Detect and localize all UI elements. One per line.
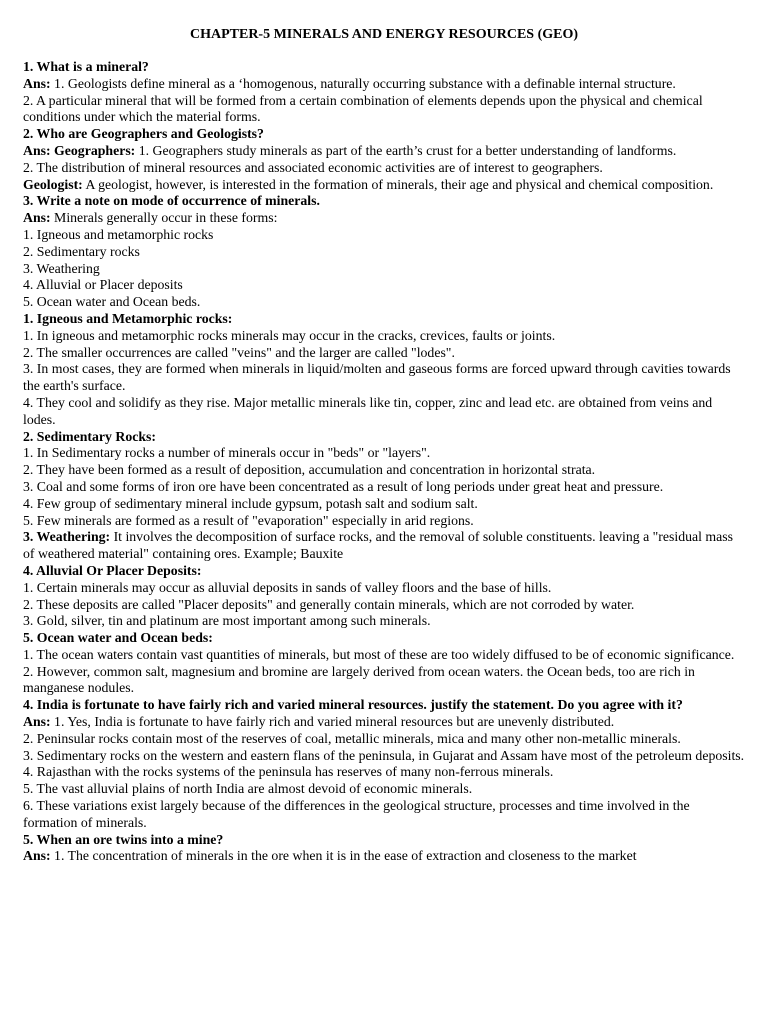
text-line <box>23 529 747 563</box>
text-line <box>23 697 747 714</box>
bold-lead: 3. Weathering: <box>23 529 111 545</box>
text-line <box>23 277 747 294</box>
body-text: 3. Weathering <box>23 260 100 276</box>
text-line <box>23 748 747 765</box>
bold-lead: 5. When an ore twins into a mine? <box>23 831 224 847</box>
body-text: A geologist, however, is interested in the formation of minerals, their age and physical and chemical composition. <box>82 176 714 192</box>
bold-lead: 4. Alluvial Or Placer Deposits: <box>23 562 202 578</box>
body-text: 4. Rajasthan with the rocks systems of the peninsula has reserves of many non-ferrous minerals. <box>23 764 554 780</box>
bold-lead: Ans: <box>23 848 51 864</box>
bold-lead: 2. Sedimentary Rocks: <box>23 428 156 444</box>
text-line <box>23 731 747 748</box>
body-text: 1. In Sedimentary rocks a number of minerals occur in "beds" or "layers". <box>23 445 431 461</box>
body-text: 4. Alluvial or Placer deposits <box>23 277 183 293</box>
body-text: 2. Sedimentary rocks <box>23 243 140 259</box>
body-text: 1. The ocean waters contain vast quantities of minerals, but most of these are too widely diffused to be of economic significance. <box>23 646 735 662</box>
text-line <box>23 294 747 311</box>
text-line <box>23 798 747 832</box>
text-line <box>23 597 747 614</box>
text-line <box>23 580 747 597</box>
bold-lead: 4. India is fortunate to have fairly rich and varied mineral resources. justify the statement. Do you agree with it? <box>23 697 683 713</box>
text-line <box>23 647 747 664</box>
text-line <box>23 93 747 127</box>
body-text: 2. These deposits are called "Placer deposits" and generally contain minerals, which are not corroded by water. <box>23 596 635 612</box>
body-text: 2. They have been formed as a result of deposition, accumulation and concentration in horizontal strata. <box>23 462 596 478</box>
body-text: 4. They cool and solidify as they rise. Major metallic minerals like tin, copper, zinc and lead etc. are obtained from veins and lodes. <box>23 394 713 427</box>
body-text: Minerals generally occur in these forms: <box>50 210 278 226</box>
text-line <box>23 210 747 227</box>
body-text: 6. These variations exist largely because of the differences in the geological structure, processes and time involved in the formation of minerals. <box>23 798 690 830</box>
bold-lead: 3. Write a note on mode of occurrence of minerals. <box>23 193 320 209</box>
body-text: 1. Igneous and metamorphic rocks <box>23 226 214 242</box>
text-line <box>23 361 747 395</box>
document-body <box>23 59 747 865</box>
text-line <box>23 462 747 479</box>
bold-lead: Geologist: <box>23 176 83 192</box>
body-text: 5. The vast alluvial plains of north India are almost devoid of economic minerals. <box>23 781 473 797</box>
bold-lead: 2. Who are Geographers and Geologists? <box>23 126 264 142</box>
text-line <box>23 345 747 362</box>
body-text: 2. Peninsular rocks contain most of the reserves of coal, metallic minerals, mica and many other non-metallic minerals. <box>23 730 681 746</box>
text-line <box>23 177 747 194</box>
text-line <box>23 311 747 328</box>
body-text: 1. Geologists define mineral as a ‘homogenous, naturally occurring substance with a definable internal structure. <box>50 75 676 91</box>
text-line <box>23 479 747 496</box>
text-line <box>23 227 747 244</box>
body-text: 2. The distribution of mineral resources and associated economic activities are of interest to geographers. <box>23 159 603 175</box>
body-text: 3. Sedimentary rocks on the western and eastern flans of the peninsula, in Gujarat and Assam have most of the petroleum deposits. <box>23 747 745 763</box>
text-line <box>23 513 747 530</box>
bold-lead: Ans: <box>23 75 51 91</box>
body-text: 3. In most cases, they are formed when minerals in liquid/molten and gaseous forms are forced upward through cavities towards the earth's surface. <box>23 361 731 394</box>
text-line <box>23 76 747 93</box>
text-line <box>23 664 747 698</box>
body-text: It involves the decomposition of surface rocks, and the removal of soluble constituents. leaving a "residual mass of weathered material" containing ores. Example; Bauxite <box>23 529 734 562</box>
text-line <box>23 160 747 177</box>
text-line <box>23 848 747 865</box>
text-line <box>23 143 747 160</box>
text-line <box>23 496 747 513</box>
bold-lead: 5. Ocean water and Ocean beds: <box>23 630 213 646</box>
body-text: 2. A particular mineral that will be formed from a certain combination of elements depends upon the physical and chemical conditions under which the material forms. <box>23 92 703 125</box>
body-text: 5. Ocean water and Ocean beds. <box>23 294 201 310</box>
text-line <box>23 630 747 647</box>
text-line <box>23 395 747 429</box>
body-text: 1. Yes, India is fortunate to have fairly rich and varied mineral resources but are unevenly distributed. <box>50 714 615 730</box>
text-line <box>23 126 747 143</box>
text-line <box>23 429 747 446</box>
text-line <box>23 613 747 630</box>
body-text: 3. Gold, silver, tin and platinum are most important among such minerals. <box>23 613 431 629</box>
body-text: 4. Few group of sedimentary mineral include gypsum, potash salt and sodium salt. <box>23 495 478 511</box>
bold-lead: Ans: <box>23 210 51 226</box>
body-text: 1. In igneous and metamorphic rocks minerals may occur in the cracks, crevices, faults or joints. <box>23 327 556 343</box>
text-line <box>23 445 747 462</box>
body-text: 1. Geographers study minerals as part of the earth’s crust for a better understanding of landforms. <box>135 142 677 158</box>
body-text: 5. Few minerals are formed as a result of "evaporation" especially in arid regions. <box>23 512 474 528</box>
text-line <box>23 781 747 798</box>
text-line <box>23 328 747 345</box>
text-line <box>23 244 747 261</box>
body-text: 2. However, common salt, magnesium and bromine are largely derived from ocean waters. the Ocean beds, too are rich in manganese nodules. <box>23 663 695 696</box>
text-line <box>23 59 747 76</box>
text-line <box>23 764 747 781</box>
page-title: CHAPTER-5 MINERALS AND ENERGY RESOURCES (GEO) <box>189 27 579 42</box>
bold-lead: Ans: Geographers: <box>23 142 136 158</box>
bold-lead: 1. Igneous and Metamorphic rocks: <box>23 310 233 326</box>
text-line <box>23 193 747 210</box>
text-line <box>23 261 747 278</box>
bold-lead: Ans: <box>23 714 51 730</box>
body-text: 3. Coal and some forms of iron ore have been concentrated as a result of long periods under great heat and pressure. <box>23 478 664 494</box>
body-text: 1. The concentration of minerals in the ore when it is in the ease of extraction and closeness to the market <box>50 848 637 864</box>
text-line <box>23 563 747 580</box>
text-line <box>23 714 747 731</box>
text-line <box>23 832 747 849</box>
bold-lead: 1. What is a mineral? <box>23 59 149 74</box>
body-text: 2. The smaller occurrences are called "veins" and the larger are called "lodes". <box>23 344 455 360</box>
body-text: 1. Certain minerals may occur as alluvial deposits in sands of valley floors and the base of hills. <box>23 579 552 595</box>
